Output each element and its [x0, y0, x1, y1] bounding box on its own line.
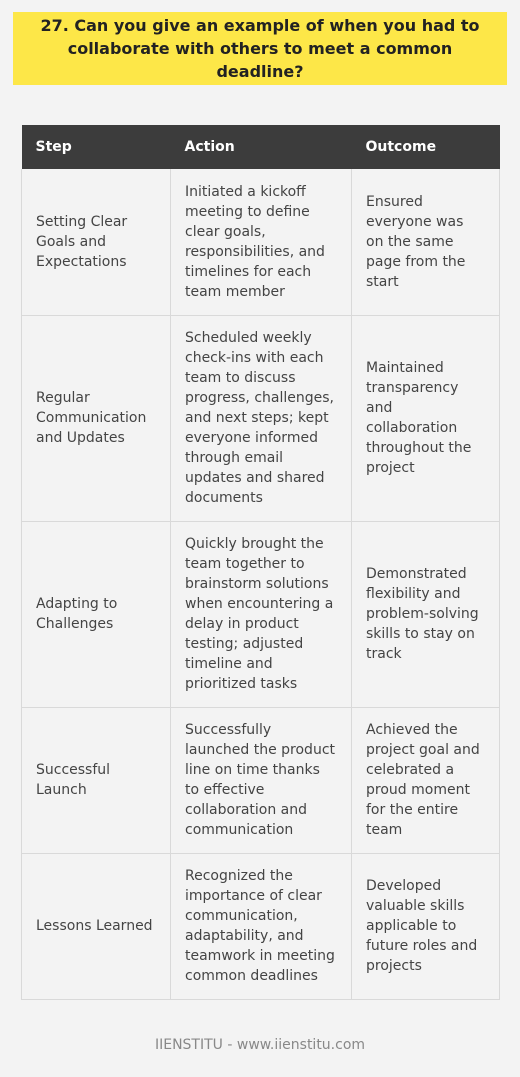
footer-credit: IIENSTITU - www.iienstitu.com [154, 1037, 366, 1053]
title-banner [13, 12, 507, 85]
cell-action: Initiated a kickoff meeting to define clear goals, responsibilities, and timelines for each team member [171, 169, 352, 315]
table-row [22, 521, 500, 707]
cell-action: Scheduled weekly check-ins with each team to discuss progress, challenges, and next steps; kept everyone informed through email updates and shared documents [171, 315, 352, 521]
cell-outcome: Achieved the project goal and celebrated a proud moment for the entire team [352, 707, 500, 853]
table-header-row [22, 125, 500, 169]
table-row [22, 169, 500, 315]
table-row [22, 707, 500, 853]
table-row [22, 853, 500, 999]
header-action: Action [171, 125, 352, 169]
collaboration-table [21, 125, 500, 1000]
cell-outcome: Maintained transparency and collaboration throughout the project [352, 315, 500, 521]
cell-step: Successful Launch [22, 707, 171, 853]
cell-action: Successfully launched the product line on time thanks to effective collaboration and communication [171, 707, 352, 853]
cell-outcome: Developed valuable skills applicable to future roles and projects [352, 853, 500, 999]
cell-action: Quickly brought the team together to brainstorm solutions when encountering a delay in product testing; adjusted timeline and prioritized tasks [171, 521, 352, 707]
header-step: Step [22, 125, 171, 169]
cell-outcome: Ensured everyone was on the same page from the start [352, 169, 500, 315]
table-row [22, 315, 500, 521]
header-outcome: Outcome [352, 125, 500, 169]
cell-outcome: Demonstrated flexibility and problem-solving skills to stay on track [352, 521, 500, 707]
cell-step: Setting Clear Goals and Expectations [22, 169, 171, 315]
cell-step: Lessons Learned [22, 853, 171, 999]
cell-step: Regular Communication and Updates [22, 315, 171, 521]
cell-step: Adapting to Challenges [22, 521, 171, 707]
page-title: 27. Can you give an example of when you had to collaborate with others to meet a common deadline? [40, 16, 480, 81]
cell-action: Recognized the importance of clear communication, adaptability, and teamwork in meeting common deadlines [171, 853, 352, 999]
